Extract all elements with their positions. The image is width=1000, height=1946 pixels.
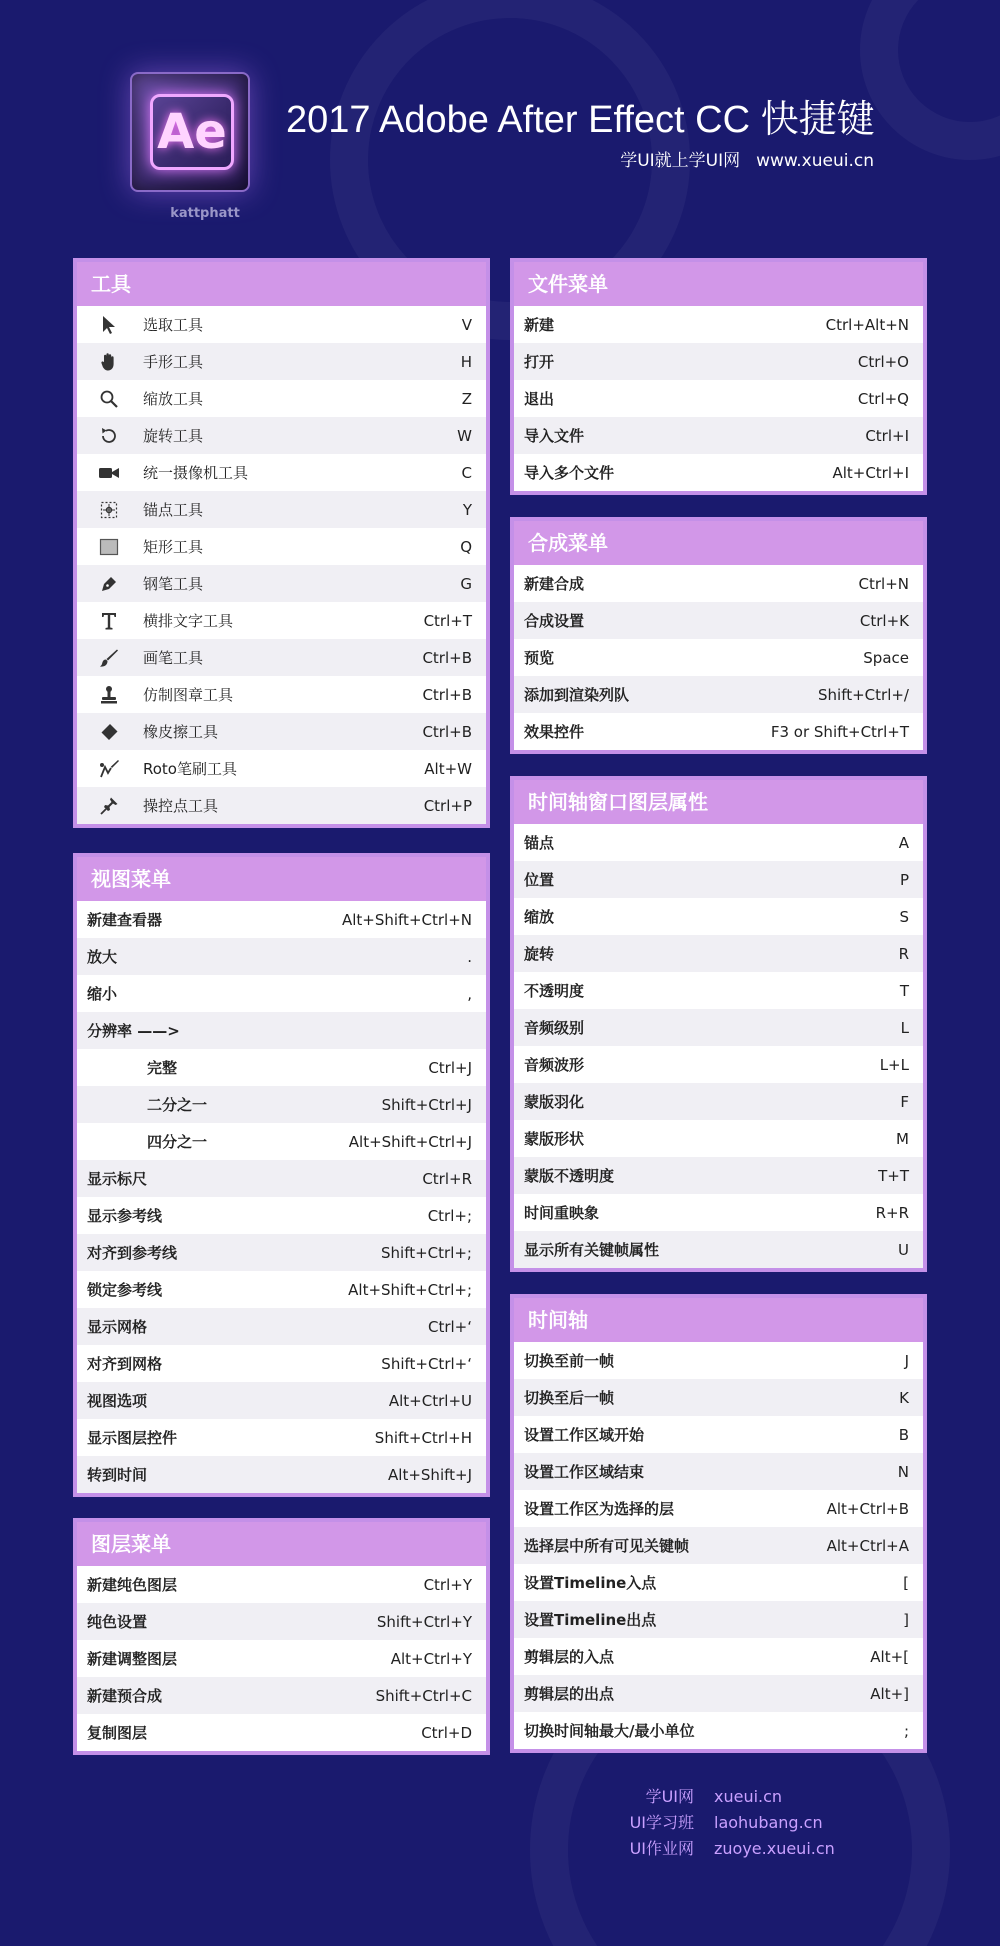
- shortcut-key: S: [899, 907, 909, 926]
- shortcut-row: [77, 380, 486, 417]
- shortcut-label: 切换至前一帧: [524, 1352, 615, 1370]
- shortcut-row: [77, 1123, 486, 1160]
- shortcut-list: [514, 824, 923, 1268]
- shortcut-list: [77, 1566, 486, 1751]
- shortcut-label: 切换至后一帧: [524, 1389, 615, 1407]
- shortcut-key: .: [467, 947, 472, 966]
- shortcut-label: 设置Timeline入点: [524, 1574, 657, 1592]
- shortcut-key: Q: [460, 537, 472, 556]
- brush-icon: [91, 647, 127, 669]
- shortcut-key: Ctrl+I: [865, 426, 909, 445]
- shortcut-key: Alt+[: [870, 1647, 909, 1666]
- shortcut-key: A: [898, 833, 909, 852]
- shortcut-row: [77, 491, 486, 528]
- shortcut-label: 新建纯色图层: [87, 1576, 178, 1594]
- shortcut-label: 音频级别: [524, 1019, 585, 1037]
- shortcut-row: [514, 1379, 923, 1416]
- shortcut-row: [514, 1120, 923, 1157]
- shortcut-key: Ctrl+O: [857, 352, 909, 371]
- shortcut-key: T+T: [878, 1166, 909, 1185]
- shortcut-key: Ctrl+T: [423, 611, 472, 630]
- shortcut-label: 完整: [147, 1059, 178, 1077]
- shortcut-key: P: [899, 870, 909, 889]
- shortcut-row: [77, 343, 486, 380]
- shortcut-key: C: [461, 463, 472, 482]
- shortcut-row: [77, 676, 486, 713]
- shortcut-label: 新建查看器: [87, 911, 163, 929]
- shortcut-key: Shift+Ctrl+‘: [381, 1354, 472, 1373]
- shortcut-key: Alt+Shift+Ctrl+N: [341, 910, 472, 929]
- shortcut-key: R: [898, 944, 909, 963]
- logo-cube: [130, 72, 250, 192]
- shortcut-key: Ctrl+‘: [427, 1317, 472, 1336]
- select-arrow-icon: [91, 314, 127, 336]
- panel-title: 视图菜单: [77, 857, 486, 901]
- footer-links: [600, 1784, 835, 1862]
- subtitle-url: www.xueui.cn: [756, 151, 874, 171]
- shortcut-label: 对齐到参考线: [87, 1244, 178, 1262]
- panel-title: 文件菜单: [514, 262, 923, 306]
- shortcut-label: 设置工作区为选择的层: [524, 1500, 675, 1518]
- shortcut-row: [514, 898, 923, 935]
- shortcut-row: [77, 787, 486, 824]
- shortcut-label: 新建调整图层: [87, 1650, 178, 1668]
- shortcut-label: 对齐到网格: [87, 1355, 163, 1373]
- shortcut-key: Shift+Ctrl+H: [374, 1428, 472, 1447]
- shortcut-list: [77, 306, 486, 824]
- shortcut-row: [514, 639, 923, 676]
- shortcut-row: [514, 1527, 923, 1564]
- shortcut-label: 横排文字工具: [143, 612, 234, 630]
- shortcut-key: R+R: [875, 1203, 909, 1222]
- shortcut-label: 剪辑层的入点: [524, 1648, 615, 1666]
- shortcut-label: 切换时间轴最大/最小单位: [524, 1722, 695, 1740]
- shortcut-row: [77, 1012, 486, 1049]
- panel-view-menu: [73, 853, 490, 1497]
- shortcut-key: Ctrl+B: [422, 648, 472, 667]
- shortcut-row: [77, 713, 486, 750]
- panel-tools: [73, 258, 490, 828]
- shortcut-key: B: [898, 1425, 909, 1444]
- zoom-magnifier-icon: [91, 388, 127, 410]
- shortcut-label: 设置工作区域开始: [524, 1426, 645, 1444]
- shortcut-row: [514, 1157, 923, 1194]
- footer-site-name: 学UI网: [645, 1787, 694, 1806]
- shortcut-row: [77, 1714, 486, 1751]
- shortcut-row: [77, 306, 486, 343]
- panel-layer-properties: [510, 776, 927, 1272]
- shortcut-key: L+L: [879, 1055, 909, 1074]
- panel-layer-menu: [73, 1518, 490, 1755]
- subtitle-slogan: 学UI就上学UI网: [620, 151, 741, 171]
- shortcut-key: Ctrl+Y: [423, 1575, 472, 1594]
- clone-stamp-icon: [91, 684, 127, 706]
- shortcut-label: 显示标尺: [87, 1170, 148, 1188]
- shortcut-key: L: [900, 1018, 909, 1037]
- shortcut-row: [514, 1601, 923, 1638]
- shortcut-label: 橡皮擦工具: [143, 723, 219, 741]
- shortcut-label: 复制图层: [87, 1724, 148, 1742]
- shortcut-label: 锚点工具: [143, 501, 204, 519]
- shortcut-key: Shift+Ctrl+C: [375, 1686, 472, 1705]
- shortcut-row: [77, 1677, 486, 1714]
- shortcut-label: 画笔工具: [143, 649, 204, 667]
- shortcut-row: [77, 454, 486, 491]
- shortcut-label: 音频波形: [524, 1056, 585, 1074]
- shortcut-row: [514, 1009, 923, 1046]
- shortcut-row: [514, 1231, 923, 1268]
- shortcut-key: ]: [903, 1610, 909, 1629]
- shortcut-key: Ctrl+Q: [857, 389, 909, 408]
- shortcut-key: Alt+Ctrl+Y: [390, 1649, 472, 1668]
- shortcut-key: Alt+]: [870, 1684, 909, 1703]
- shortcut-label: 显示参考线: [87, 1207, 163, 1225]
- shortcut-key: Alt+Shift+Ctrl+;: [348, 1280, 472, 1299]
- shortcut-row: [77, 528, 486, 565]
- shortcut-label: 二分之一: [147, 1096, 208, 1114]
- shortcut-label: 旋转工具: [143, 427, 204, 445]
- shortcut-row: [77, 639, 486, 676]
- shortcut-label: 显示所有关键帧属性: [524, 1241, 660, 1259]
- rectangle-icon: [91, 536, 127, 558]
- shortcut-label: 转到时间: [87, 1466, 148, 1484]
- shortcut-key: Shift+Ctrl+J: [381, 1095, 472, 1114]
- footer-link-row: [600, 1810, 835, 1836]
- panel-timeline: [510, 1294, 927, 1753]
- shortcut-row: [514, 1712, 923, 1749]
- shortcut-label: 操控点工具: [143, 797, 219, 815]
- shortcut-row: [77, 602, 486, 639]
- shortcut-key: G: [460, 574, 472, 593]
- footer-link-row: [600, 1836, 835, 1862]
- shortcut-row: [77, 1234, 486, 1271]
- shortcut-label: 导入多个文件: [524, 464, 615, 482]
- shortcut-row: [514, 824, 923, 861]
- shortcut-label: 分辨率 ——>: [87, 1022, 180, 1040]
- shortcut-row: [77, 901, 486, 938]
- shortcut-row: [514, 972, 923, 1009]
- roto-brush-icon: [91, 758, 127, 780]
- shortcut-key: K: [899, 1388, 909, 1407]
- shortcut-key: Alt+Ctrl+I: [832, 463, 909, 482]
- shortcut-key: ,: [467, 984, 472, 1003]
- shortcut-key: Ctrl+;: [427, 1206, 472, 1225]
- page-subtitle: [620, 146, 874, 171]
- shortcut-label: 蒙版羽化: [524, 1093, 585, 1111]
- shortcut-label: 统一摄像机工具: [143, 464, 249, 482]
- shortcut-row: [77, 1382, 486, 1419]
- panel-title: 时间轴: [514, 1298, 923, 1342]
- shortcut-key: Alt+Ctrl+A: [826, 1536, 909, 1555]
- shortcut-key: Shift+Ctrl+;: [381, 1243, 472, 1262]
- logo-glyph: Ae: [150, 94, 234, 170]
- shortcut-row: [77, 975, 486, 1012]
- shortcut-row: [514, 343, 923, 380]
- page-title: 2017 Adobe After Effect CC 快捷键: [286, 99, 875, 141]
- shortcut-key: Ctrl+N: [858, 574, 909, 593]
- shortcut-label: 合成设置: [524, 612, 585, 630]
- shortcut-row: [514, 1342, 923, 1379]
- eraser-icon: [91, 721, 127, 743]
- shortcut-label: 缩小: [87, 985, 118, 1003]
- shortcut-label: 打开: [524, 353, 555, 371]
- shortcut-label: 手形工具: [143, 353, 204, 371]
- footer-site-name: UI学习班: [629, 1813, 694, 1832]
- shortcut-label: 钢笔工具: [143, 575, 204, 593]
- shortcut-label: 旋转: [524, 945, 555, 963]
- shortcut-row: [77, 1566, 486, 1603]
- shortcut-row: [514, 380, 923, 417]
- shortcut-key: Ctrl+Alt+N: [825, 315, 909, 334]
- shortcut-list: [514, 306, 923, 491]
- shortcut-label: 选择层中所有可见关键帧: [524, 1537, 690, 1555]
- anchor-point-icon: [91, 499, 127, 521]
- shortcut-row: [77, 1197, 486, 1234]
- pen-icon: [91, 573, 127, 595]
- shortcut-key: Alt+Shift+J: [388, 1465, 472, 1484]
- puppet-pin-icon: [91, 795, 127, 817]
- shortcut-label: 新建合成: [524, 575, 585, 593]
- shortcut-row: [514, 565, 923, 602]
- shortcut-row: [514, 1453, 923, 1490]
- shortcut-key: Alt+Ctrl+B: [826, 1499, 909, 1518]
- shortcut-label: 矩形工具: [143, 538, 204, 556]
- shortcut-label: 显示网格: [87, 1318, 148, 1336]
- shortcut-label: 预览: [524, 649, 555, 667]
- footer-site-name: UI作业网: [629, 1839, 694, 1858]
- shortcut-label: 不透明度: [524, 982, 585, 1000]
- shortcut-row: [77, 565, 486, 602]
- footer-site-url[interactable]: xueui.cn: [714, 1787, 783, 1806]
- shortcut-key: Ctrl+R: [422, 1169, 472, 1188]
- shortcut-key: M: [896, 1129, 909, 1148]
- page-header: [0, 0, 1000, 240]
- type-icon: [91, 610, 127, 632]
- shortcut-row: [514, 713, 923, 750]
- panel-title: 时间轴窗口图层属性: [514, 780, 923, 824]
- shortcut-row: [77, 1271, 486, 1308]
- shortcut-label: 剪辑层的出点: [524, 1685, 615, 1703]
- shortcut-label: 锚点: [524, 834, 555, 852]
- shortcut-key: Shift+Ctrl+Y: [376, 1612, 472, 1631]
- shortcut-row: [77, 1456, 486, 1493]
- footer-site-url[interactable]: laohubang.cn: [714, 1813, 823, 1832]
- panel-title: 工具: [77, 262, 486, 306]
- shortcut-key: U: [898, 1240, 909, 1259]
- shortcut-label: 设置Timeline出点: [524, 1611, 657, 1629]
- shortcut-row: [77, 1419, 486, 1456]
- shortcut-label: Roto笔刷工具: [143, 760, 237, 778]
- shortcut-label: 锁定参考线: [87, 1281, 163, 1299]
- shortcut-list: [514, 565, 923, 750]
- shortcut-key: F3 or Shift+Ctrl+T: [770, 722, 909, 741]
- shortcut-row: [514, 1194, 923, 1231]
- panel-title: 图层菜单: [77, 1522, 486, 1566]
- shortcut-label: 仿制图章工具: [143, 686, 234, 704]
- panel-title: 合成菜单: [514, 521, 923, 565]
- shortcut-row: [77, 1049, 486, 1086]
- shortcut-row: [77, 1603, 486, 1640]
- shortcut-label: 时间重映象: [524, 1204, 600, 1222]
- shortcut-label: 缩放工具: [143, 390, 204, 408]
- shortcut-label: 设置工作区域结束: [524, 1463, 645, 1481]
- shortcut-key: Ctrl+B: [422, 722, 472, 741]
- shortcut-key: J: [904, 1351, 909, 1370]
- shortcut-label: 四分之一: [147, 1133, 208, 1151]
- shortcut-label: 新建: [524, 316, 555, 334]
- shortcut-row: [77, 1308, 486, 1345]
- shortcut-row: [514, 417, 923, 454]
- panel-file-menu: [510, 258, 927, 495]
- shortcut-label: 新建预合成: [87, 1687, 163, 1705]
- shortcut-row: [514, 935, 923, 972]
- shortcut-row: [514, 602, 923, 639]
- shortcut-row: [77, 1345, 486, 1382]
- shortcut-row: [77, 750, 486, 787]
- rotate-icon: [91, 425, 127, 447]
- shortcut-row: [514, 1638, 923, 1675]
- shortcut-key: Ctrl+D: [421, 1723, 472, 1742]
- shortcut-key: F: [900, 1092, 909, 1111]
- shortcut-list: [77, 901, 486, 1493]
- shortcut-key: Y: [462, 500, 472, 519]
- shortcut-row: [77, 1086, 486, 1123]
- shortcut-label: 纯色设置: [87, 1613, 148, 1631]
- shortcut-label: 蒙版形状: [524, 1130, 585, 1148]
- footer-site-url[interactable]: zuoye.xueui.cn: [714, 1839, 835, 1858]
- shortcut-row: [514, 1675, 923, 1712]
- shortcut-key: N: [897, 1462, 909, 1481]
- shortcut-key: Z: [461, 389, 472, 408]
- shortcut-label: 效果控件: [524, 723, 585, 741]
- shortcut-row: [514, 676, 923, 713]
- shortcut-row: [77, 417, 486, 454]
- shortcut-key: Alt+Shift+Ctrl+J: [348, 1132, 472, 1151]
- shortcut-label: 显示图层控件: [87, 1429, 178, 1447]
- shortcut-row: [514, 1416, 923, 1453]
- shortcut-key: ;: [903, 1721, 909, 1740]
- panel-composition-menu: [510, 517, 927, 754]
- shortcut-key: Ctrl+B: [422, 685, 472, 704]
- shortcut-key: T: [899, 981, 909, 1000]
- shortcut-label: 导入文件: [524, 427, 585, 445]
- shortcut-key: H: [460, 352, 472, 371]
- shortcut-label: 放大: [87, 948, 118, 966]
- shortcut-key: [: [903, 1573, 909, 1592]
- shortcut-label: 选取工具: [143, 316, 204, 334]
- shortcut-key: Alt+W: [424, 759, 472, 778]
- shortcut-row: [514, 306, 923, 343]
- shortcut-row: [77, 1640, 486, 1677]
- shortcut-key: Ctrl+J: [428, 1058, 472, 1077]
- shortcut-label: 添加到渲染列队: [524, 686, 630, 704]
- shortcut-row: [514, 861, 923, 898]
- shortcut-row: [77, 938, 486, 975]
- shortcut-key: W: [457, 426, 472, 445]
- shortcut-label: 视图选项: [87, 1392, 148, 1410]
- shortcut-label: 缩放: [524, 908, 555, 926]
- shortcut-label: 蒙版不透明度: [524, 1167, 615, 1185]
- footer-link-row: [600, 1784, 835, 1810]
- shortcut-row: [514, 1046, 923, 1083]
- shortcut-label: 退出: [524, 390, 555, 408]
- shortcut-label: 位置: [524, 871, 555, 889]
- shortcut-row: [514, 1564, 923, 1601]
- logo-credit: kattphatt: [170, 206, 240, 221]
- shortcut-key: Ctrl+K: [859, 611, 909, 630]
- camera-icon: [91, 462, 127, 484]
- shortcut-row: [514, 1083, 923, 1120]
- shortcut-key: Shift+Ctrl+/: [818, 685, 909, 704]
- shortcut-key: Alt+Ctrl+U: [388, 1391, 472, 1410]
- shortcut-key: Ctrl+P: [423, 796, 472, 815]
- ae-logo: [122, 70, 272, 221]
- shortcut-key: V: [461, 315, 472, 334]
- shortcut-row: [514, 454, 923, 491]
- hand-icon: [91, 351, 127, 373]
- shortcut-key: Space: [863, 648, 909, 667]
- shortcut-row: [77, 1160, 486, 1197]
- shortcut-list: [514, 1342, 923, 1749]
- shortcut-row: [514, 1490, 923, 1527]
